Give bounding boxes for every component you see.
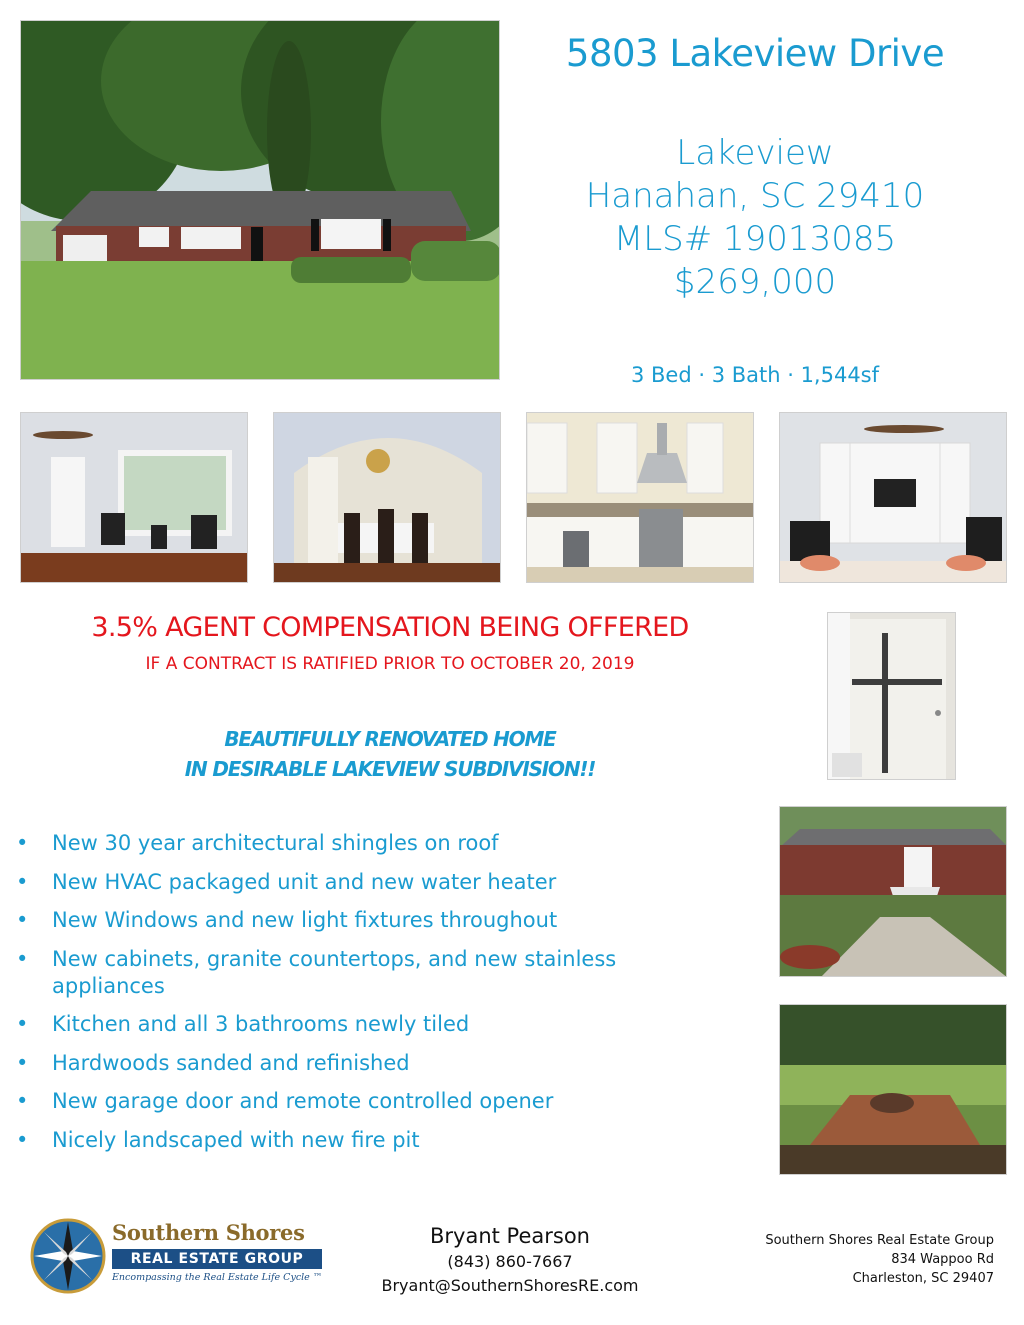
listing-info-block (520, 132, 990, 304)
mls-number-text: MLS# 19013085 (613, 219, 897, 259)
subdivision-text: Lakeview (676, 133, 834, 173)
city-state-zip-text: Hanahan, SC 29410 (585, 176, 925, 216)
feature-text: New garage door and remote controlled opener (52, 1089, 554, 1113)
feature-text: New Windows and new light fixtures throughout (52, 908, 558, 932)
feature-item (16, 1050, 696, 1077)
company-city: Charleston, SC 29407 (852, 1271, 994, 1286)
bullet: • (16, 1089, 29, 1113)
logo-banner (112, 1249, 322, 1269)
feature-text: Nicely landscaped with new fire pit (52, 1127, 420, 1152)
feature-item (16, 869, 696, 896)
feature-text: New HVAC packaged unit and new water heater (52, 869, 557, 894)
kitchen-photo (526, 412, 754, 583)
bullet: • (16, 946, 29, 971)
company-name: Southern Shores Real Estate Group (765, 1233, 994, 1248)
logo-wordmark: Southern Shores (112, 1220, 305, 1245)
bed-bath-sqft-text: 3 Bed · 3 Bath · 1,544sf (630, 363, 880, 387)
feature-text: Kitchen and all 3 bathrooms newly tiled (52, 1012, 470, 1036)
bullet: • (16, 869, 29, 894)
contract-deadline-text: IF A CONTRACT IS RATIFIED PRIOR TO OCTOBER 20, 2019 (145, 654, 635, 674)
logo-slogan: Encompassing the Real Estate Life Cycle ™ (112, 1272, 323, 1283)
compass-rose-icon (28, 1216, 108, 1296)
agent-email: Bryant@SouthernShoresRE.com (381, 1276, 639, 1295)
company-logo (28, 1216, 328, 1296)
agent-phone: (843) 860-7667 (447, 1252, 573, 1271)
agent-name: Bryant Pearson (430, 1224, 590, 1248)
rear-exterior-photo (779, 806, 1007, 977)
house-exterior-photo (20, 20, 500, 380)
company-address (694, 1231, 994, 1288)
tagline-line-2: IN DESIRABLE LAKEVIEW SUBDIVISION!! (184, 757, 596, 781)
feature-item (16, 1088, 696, 1115)
agent-compensation-headline: 3.5% AGENT COMPENSATION BEING OFFERED (91, 612, 689, 643)
logo-banner-text: REAL ESTATE GROUP (130, 1251, 304, 1267)
family-room-photo (779, 412, 1007, 583)
feature-item (16, 1127, 696, 1154)
feature-item (16, 946, 696, 1000)
feature-item (16, 830, 696, 857)
feature-text: New cabinets, granite countertops, and new stainless appliances (52, 946, 617, 998)
bullet: • (16, 831, 29, 855)
company-street: 834 Wappoo Rd (891, 1252, 994, 1267)
agent-contact (360, 1222, 660, 1298)
bullet: • (16, 1012, 29, 1036)
price-text: $269,000 (673, 262, 837, 302)
bathroom-shower-photo (827, 612, 956, 780)
feature-item (16, 1011, 696, 1038)
feature-text: Hardwoods sanded and refinished (52, 1050, 410, 1075)
listing-address-title: 5803 Lakeview Drive (565, 32, 945, 75)
bullet: • (16, 1050, 29, 1075)
tagline (100, 724, 680, 784)
living-room-photo (20, 412, 248, 583)
tagline-line-1: BEAUTIFULLY RENOVATED HOME (224, 727, 556, 751)
feature-text: New 30 year architectural shingles on roof (52, 831, 499, 855)
feature-list (16, 830, 696, 1165)
dining-room-photo (273, 412, 501, 583)
bullet: • (16, 908, 29, 932)
bullet: • (16, 1127, 29, 1152)
feature-item (16, 907, 696, 934)
fire-pit-backyard-photo (779, 1004, 1007, 1175)
